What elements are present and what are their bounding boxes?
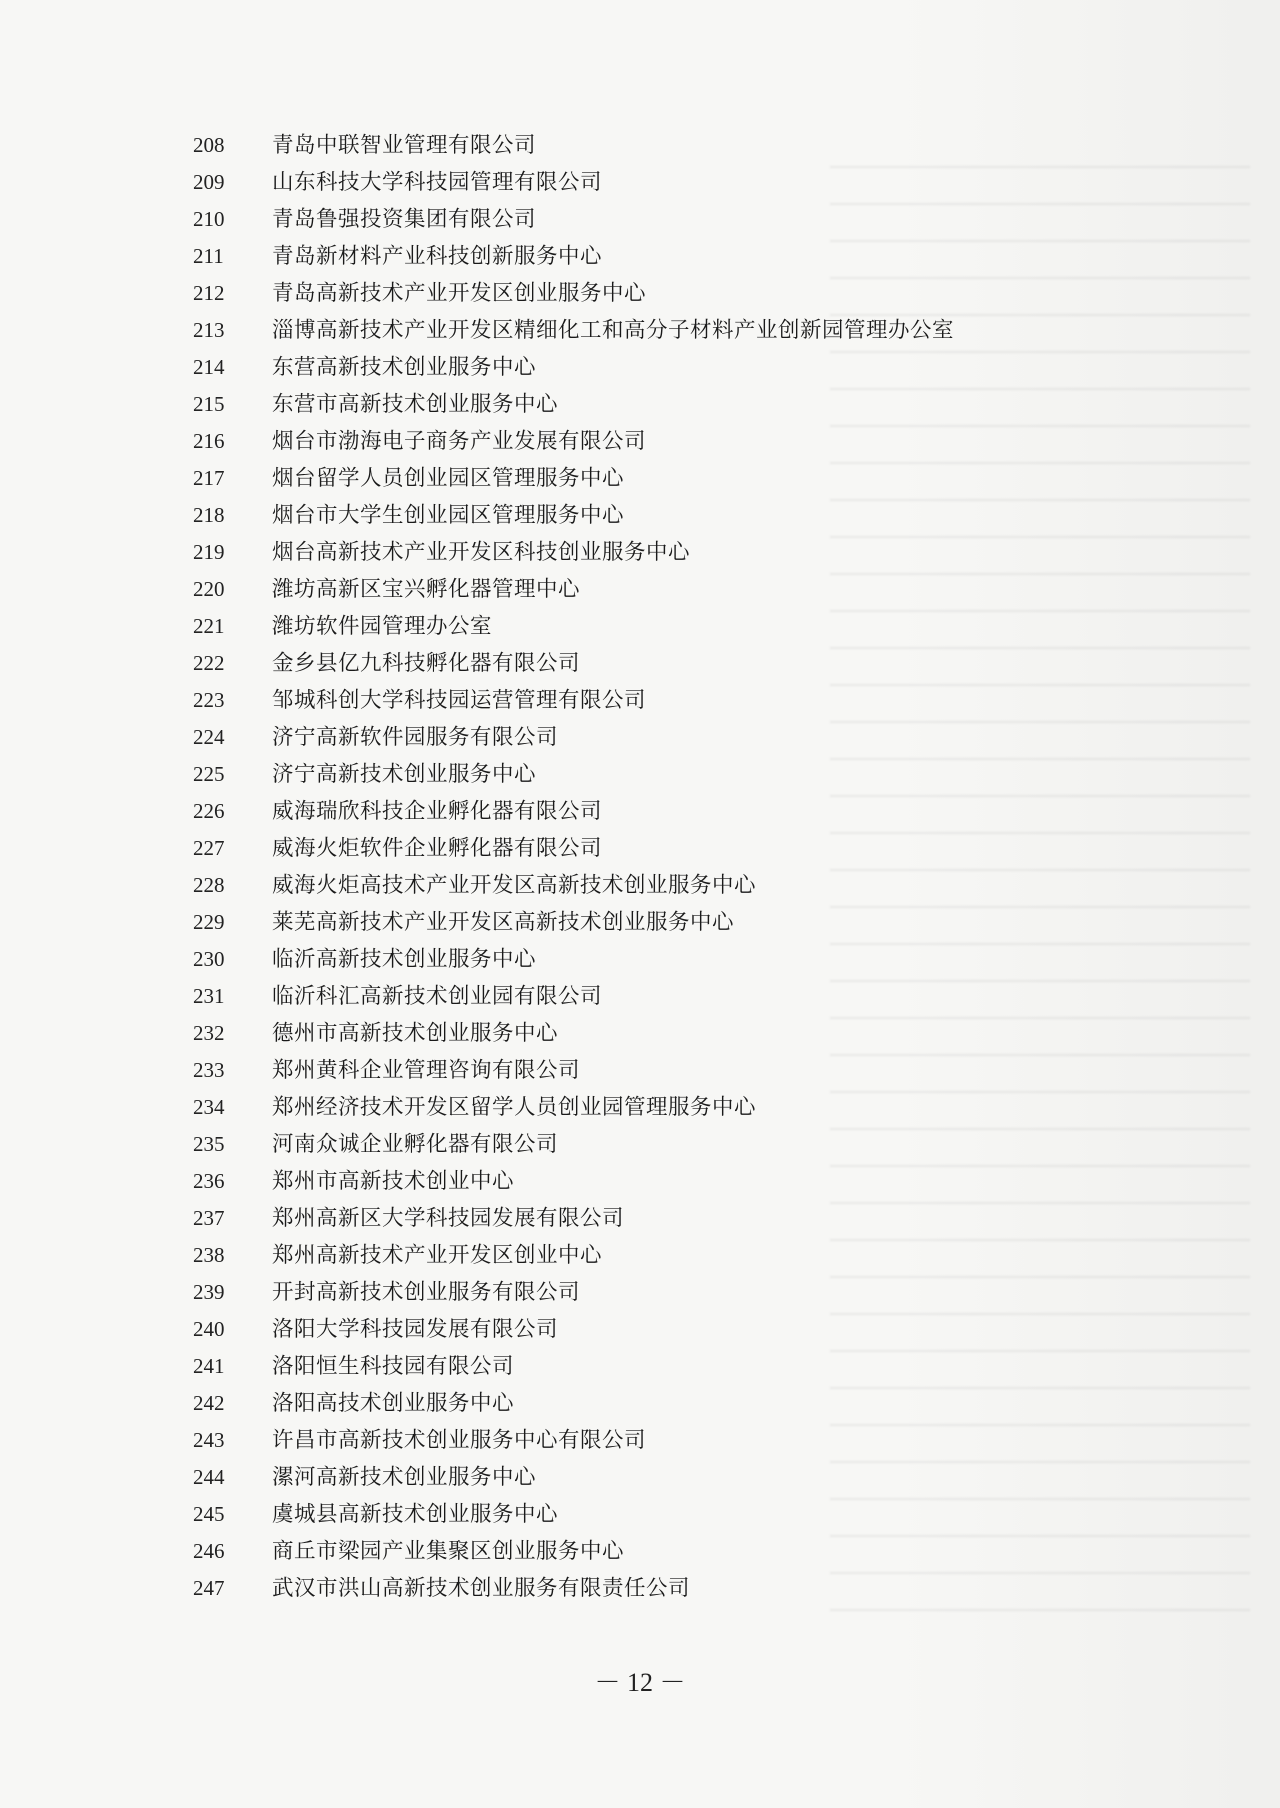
entry-name: 济宁高新软件园服务有限公司 <box>272 725 559 750</box>
entry-number: 215 <box>193 392 225 416</box>
list-item <box>0 1570 1280 1607</box>
entry-number: 242 <box>193 1391 225 1415</box>
list-item <box>0 904 1280 941</box>
list-item <box>0 978 1280 1015</box>
entry-number: 213 <box>193 318 225 342</box>
entry-number: 232 <box>193 1021 225 1045</box>
list-item <box>0 1496 1280 1533</box>
entry-number: 214 <box>193 355 225 379</box>
list-item <box>0 682 1280 719</box>
entry-name: 郑州市高新技术创业中心 <box>272 1169 515 1194</box>
entry-name: 淄博高新技术产业开发区精细化工和高分子材料产业创新园管理办公室 <box>272 318 955 343</box>
list-item <box>0 460 1280 497</box>
list-item <box>0 275 1280 312</box>
entry-number: 227 <box>193 836 225 860</box>
list-item <box>0 867 1280 904</box>
list-item <box>0 238 1280 275</box>
list-item <box>0 645 1280 682</box>
list-item <box>0 534 1280 571</box>
list-item <box>0 608 1280 645</box>
entry-name: 潍坊软件园管理办公室 <box>272 614 493 639</box>
entry-number: 230 <box>193 947 225 971</box>
list-item <box>0 349 1280 386</box>
list-item <box>0 719 1280 756</box>
entry-name: 开封高新技术创业服务有限公司 <box>272 1280 581 1305</box>
entry-name: 威海瑞欣科技企业孵化器有限公司 <box>272 799 603 824</box>
entry-name: 青岛高新技术产业开发区创业服务中心 <box>272 281 647 306</box>
list-item <box>0 1126 1280 1163</box>
entry-name: 河南众诚企业孵化器有限公司 <box>272 1132 559 1157</box>
entry-number: 223 <box>193 688 225 712</box>
entry-name: 金乡县亿九科技孵化器有限公司 <box>272 651 581 676</box>
entry-number: 233 <box>193 1058 225 1082</box>
entry-name: 潍坊高新区宝兴孵化器管理中心 <box>272 577 581 602</box>
entry-name: 洛阳高技术创业服务中心 <box>272 1391 515 1416</box>
entry-number: 239 <box>193 1280 225 1304</box>
list-item <box>0 164 1280 201</box>
entry-name: 郑州黄科企业管理咨询有限公司 <box>272 1058 581 1083</box>
entry-number: 245 <box>193 1502 225 1526</box>
entry-number: 241 <box>193 1354 225 1378</box>
list-item <box>0 830 1280 867</box>
entry-name: 烟台高新技术产业开发区科技创业服务中心 <box>272 540 691 565</box>
list-item <box>0 1200 1280 1237</box>
entry-name: 洛阳大学科技园发展有限公司 <box>272 1317 559 1342</box>
list-item <box>0 1348 1280 1385</box>
entry-number: 246 <box>193 1539 225 1563</box>
list-item <box>0 1533 1280 1570</box>
entry-name: 东营市高新技术创业服务中心 <box>272 392 559 417</box>
list-item <box>0 1089 1280 1126</box>
entry-number: 222 <box>193 651 225 675</box>
entry-name: 威海火炬软件企业孵化器有限公司 <box>272 836 603 861</box>
entry-number: 228 <box>193 873 225 897</box>
list-item <box>0 1311 1280 1348</box>
entry-name: 郑州高新区大学科技园发展有限公司 <box>272 1206 625 1231</box>
entry-number: 218 <box>193 503 225 527</box>
list-item <box>0 201 1280 238</box>
entry-name: 商丘市梁园产业集聚区创业服务中心 <box>272 1539 625 1564</box>
entry-number: 212 <box>193 281 225 305</box>
list-item <box>0 423 1280 460</box>
list-item <box>0 127 1280 164</box>
entry-number: 236 <box>193 1169 225 1193</box>
list-item <box>0 1237 1280 1274</box>
list-item <box>0 1052 1280 1089</box>
entry-name: 威海火炬高技术产业开发区高新技术创业服务中心 <box>272 873 757 898</box>
list-item <box>0 1422 1280 1459</box>
entry-number: 237 <box>193 1206 225 1230</box>
entry-name: 临沂高新技术创业服务中心 <box>272 947 537 972</box>
list-item <box>0 312 1280 349</box>
entry-number: 243 <box>193 1428 225 1452</box>
entry-number: 229 <box>193 910 225 934</box>
list-item <box>0 941 1280 978</box>
entry-name: 漯河高新技术创业服务中心 <box>272 1465 537 1490</box>
entry-name: 莱芜高新技术产业开发区高新技术创业服务中心 <box>272 910 735 935</box>
entry-number: 244 <box>193 1465 225 1489</box>
list-item <box>0 1015 1280 1052</box>
entry-number: 221 <box>193 614 225 638</box>
entry-name: 武汉市洪山高新技术创业服务有限责任公司 <box>272 1576 691 1601</box>
entry-name: 郑州经济技术开发区留学人员创业园管理服务中心 <box>272 1095 757 1120</box>
list-item <box>0 497 1280 534</box>
entry-number: 238 <box>193 1243 225 1267</box>
entry-name: 德州市高新技术创业服务中心 <box>272 1021 559 1046</box>
entry-name: 洛阳恒生科技园有限公司 <box>272 1354 515 1379</box>
entry-name: 烟台市渤海电子商务产业发展有限公司 <box>272 429 647 454</box>
entry-number: 208 <box>193 133 225 157</box>
entry-name: 山东科技大学科技园管理有限公司 <box>272 170 603 195</box>
entry-number: 240 <box>193 1317 225 1341</box>
entry-name: 烟台市大学生创业园区管理服务中心 <box>272 503 625 528</box>
list-item <box>0 1274 1280 1311</box>
entry-number: 247 <box>193 1576 225 1600</box>
list-item <box>0 571 1280 608</box>
entry-number: 209 <box>193 170 225 194</box>
entry-name: 临沂科汇高新技术创业园有限公司 <box>272 984 603 1009</box>
entry-number: 225 <box>193 762 225 786</box>
list-item <box>0 1385 1280 1422</box>
entry-list <box>0 127 1280 1607</box>
entry-name: 青岛中联智业管理有限公司 <box>272 133 537 158</box>
entry-number: 210 <box>193 207 225 231</box>
entry-name: 东营高新技术创业服务中心 <box>272 355 537 380</box>
entry-number: 231 <box>193 984 225 1008</box>
entry-name: 济宁高新技术创业服务中心 <box>272 762 537 787</box>
entry-name: 虞城县高新技术创业服务中心 <box>272 1502 559 1527</box>
list-item <box>0 793 1280 830</box>
entry-number: 224 <box>193 725 225 749</box>
entry-number: 216 <box>193 429 225 453</box>
entry-number: 220 <box>193 577 225 601</box>
list-item <box>0 1163 1280 1200</box>
entry-name: 许昌市高新技术创业服务中心有限公司 <box>272 1428 647 1453</box>
list-item <box>0 1459 1280 1496</box>
entry-number: 211 <box>193 244 224 268</box>
entry-number: 235 <box>193 1132 225 1156</box>
list-item <box>0 386 1280 423</box>
list-item <box>0 756 1280 793</box>
entry-name: 烟台留学人员创业园区管理服务中心 <box>272 466 625 491</box>
page-number: － 12 － <box>594 1668 686 1697</box>
entry-name: 青岛鲁强投资集团有限公司 <box>272 207 537 232</box>
entry-number: 217 <box>193 466 225 490</box>
entry-number: 234 <box>193 1095 225 1119</box>
entry-name: 邹城科创大学科技园运营管理有限公司 <box>272 688 647 713</box>
entry-name: 郑州高新技术产业开发区创业中心 <box>272 1243 603 1268</box>
entry-number: 226 <box>193 799 225 823</box>
entry-name: 青岛新材料产业科技创新服务中心 <box>272 244 603 269</box>
entry-number: 219 <box>193 540 225 564</box>
